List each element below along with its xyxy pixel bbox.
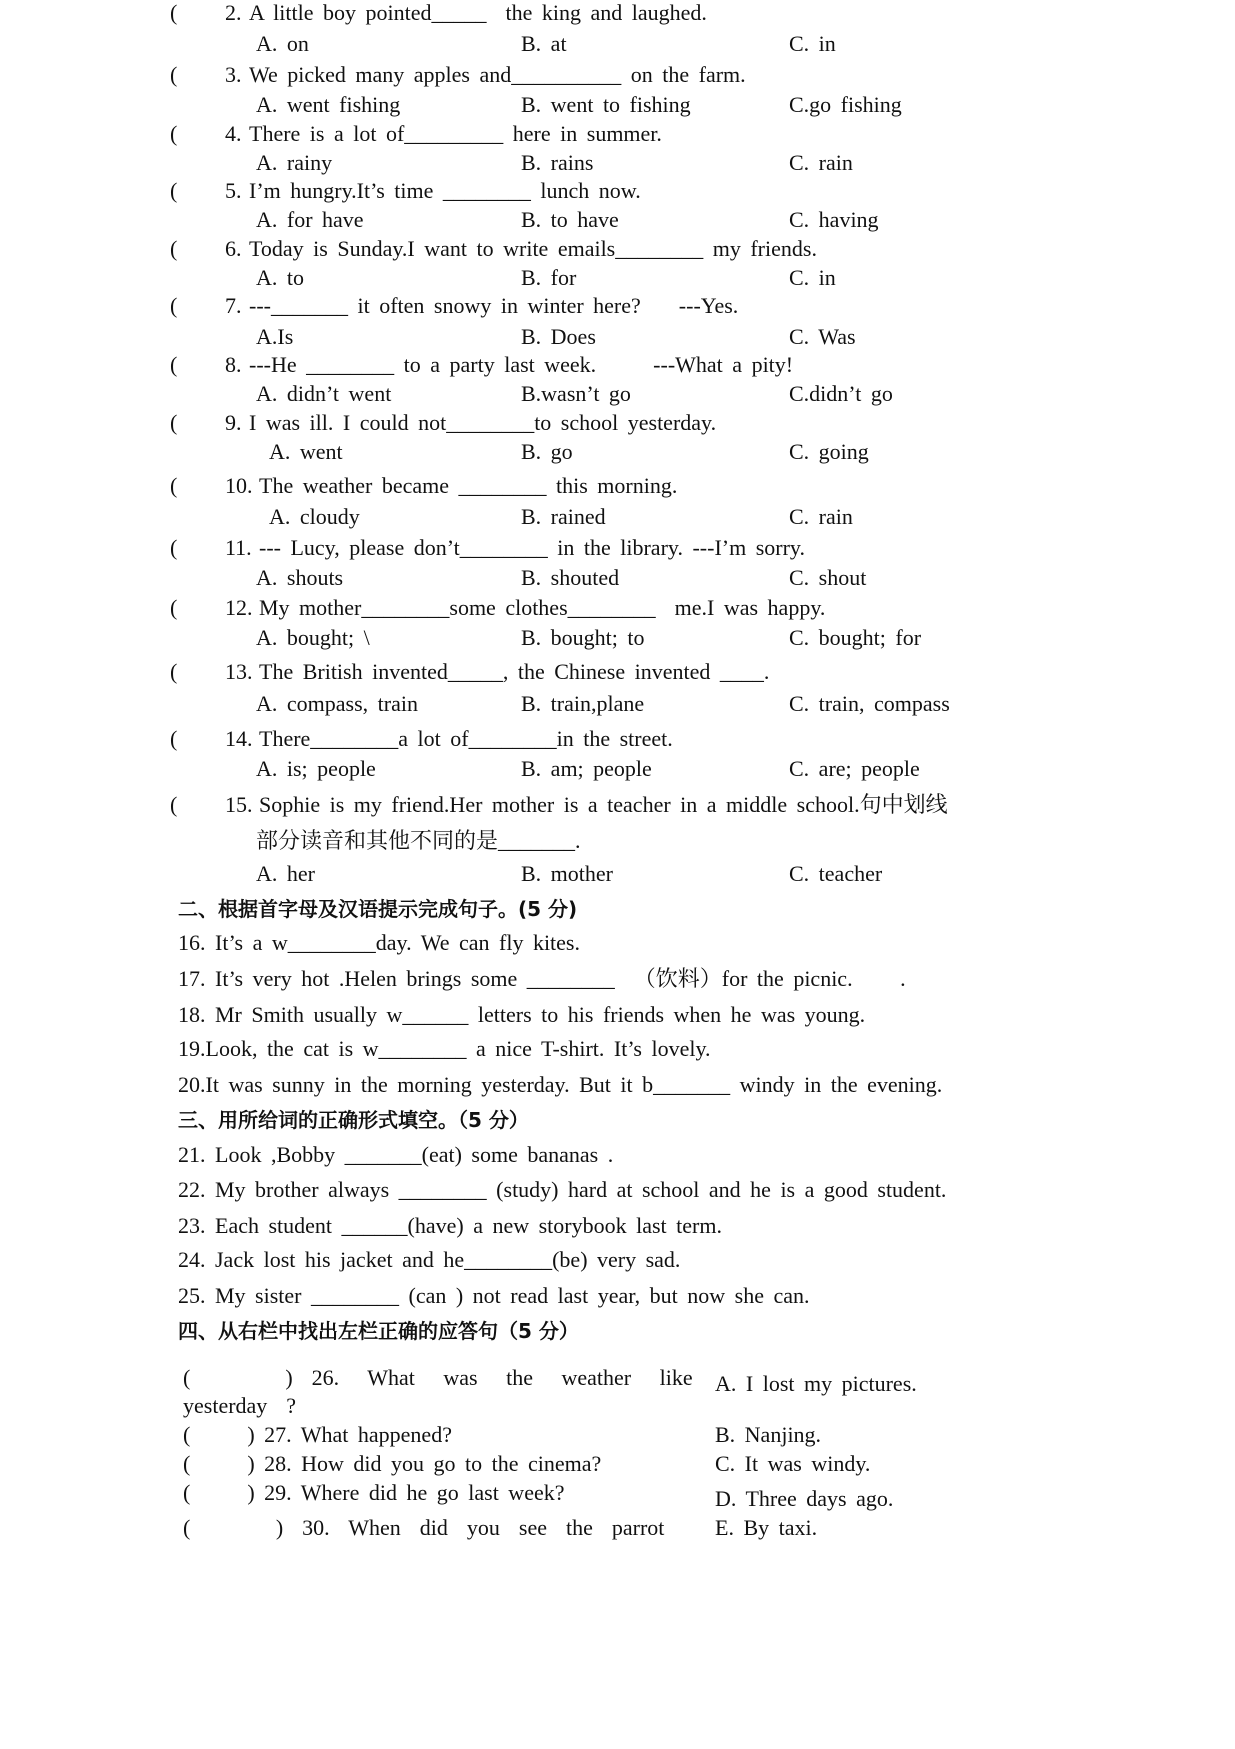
question-number: 3. — [225, 61, 242, 87]
question-number: 12. — [225, 594, 253, 620]
option-a: A. compass, train — [256, 690, 418, 716]
word-form-sentence: 21. Look ,Bobby _______(eat) some bananas . — [178, 1142, 614, 1168]
question-stem: There is a lot of_________ here in summer. — [249, 120, 662, 146]
option-a: A. on — [256, 30, 309, 56]
fill-sentence: 20.It was sunny in the morning yesterday. But it b_______ windy in the evening. — [178, 1072, 943, 1097]
option-c: C. going — [789, 438, 869, 464]
option-b: B. Does — [521, 323, 596, 349]
question-stem: We picked many apples and__________ on the farm. — [249, 61, 746, 87]
question-number: 13. — [225, 659, 253, 685]
option-b: B. to have — [521, 206, 619, 232]
question-number: 4. — [225, 120, 242, 146]
question-stem: I’m hungry.It’s time ________ lunch now. — [249, 177, 641, 203]
option-a: A. didn’t went — [256, 380, 392, 406]
question-stem: --- Lucy, please don’t________ in the library. ---I’m sorry. — [259, 534, 805, 560]
answer-blank-paren[interactable]: ( — [170, 534, 178, 560]
option-b: B. mother — [521, 861, 613, 887]
option-a: A. rainy — [256, 149, 333, 175]
question-number: 11. — [225, 534, 252, 560]
option-a: A. went — [269, 438, 343, 464]
option-b: B. bought; to — [521, 624, 645, 650]
option-c: C. train, compass — [789, 690, 950, 716]
option-b: B. rained — [521, 504, 606, 530]
option-a: A. shouts — [256, 564, 344, 590]
match-answer: C. It was windy. — [715, 1451, 871, 1477]
question-number: 6. — [225, 235, 242, 261]
fill-sentence: 19.Look, the cat is w________ a nice T-shirt. It’s lovely. — [178, 1036, 711, 1062]
option-c: C. are; people — [789, 756, 920, 782]
question-stem-cont: 部分读音和其他不同的是_______. — [256, 827, 581, 853]
match-answer: A. I lost my pictures. — [715, 1370, 917, 1396]
option-b: B. at — [521, 30, 567, 56]
option-c: C. shout — [789, 564, 867, 590]
question-number: 7. — [225, 292, 242, 318]
option-a: A. bought; \ — [256, 624, 370, 650]
option-b: B. shouted — [521, 564, 620, 590]
match-answer: D. Three days ago. — [715, 1485, 894, 1511]
answer-blank-paren[interactable]: ( — [170, 0, 178, 26]
question-number: 10. — [225, 473, 253, 499]
question-stem: The British invented_____, the Chinese invented ____. — [259, 659, 770, 685]
option-c: C.go fishing — [789, 91, 902, 117]
option-c: C. Was — [789, 323, 856, 349]
option-a: A. for have — [256, 206, 364, 232]
match-question: ( ) 30. When did you see the parrot — [183, 1514, 665, 1540]
option-c: C. bought; for — [789, 624, 922, 650]
match-question: ( ) 29. Where did he go last week? — [183, 1480, 565, 1506]
question-stem: Sophie is my friend.Her mother is a teacher in a middle school.句中划线 — [259, 792, 948, 818]
match-answer: E. By taxi. — [715, 1514, 818, 1540]
option-c: C.didn’t go — [789, 380, 893, 406]
option-c: C. having — [789, 206, 879, 232]
option-a: A.Is — [256, 323, 294, 349]
option-a: A. to — [256, 264, 304, 290]
question-stem: My mother________some clothes________ me.I was happy. — [259, 594, 826, 620]
word-form-sentence: 22. My brother always ________ (study) hard at school and he is a good student. — [178, 1176, 947, 1202]
option-a: A. cloudy — [269, 504, 360, 530]
answer-blank-paren[interactable]: ( — [170, 726, 178, 752]
question-stem: ---_______ it often snowy in winter here? ---Yes. — [249, 292, 739, 318]
answer-blank-paren[interactable]: ( — [170, 177, 178, 203]
answer-blank-paren[interactable]: ( — [170, 792, 178, 818]
option-c: C. rain — [789, 504, 853, 530]
answer-blank-paren[interactable]: ( — [170, 659, 178, 685]
section-2-heading: 二、根据首字母及汉语提示完成句子。(5 分) — [178, 896, 578, 921]
fill-sentence: 18. Mr Smith usually w______ letters to his friends when he was young. — [178, 1001, 866, 1027]
fill-sentence: 16. It’s a w________day. We can fly kites. — [178, 930, 580, 956]
option-a: A. went fishing — [256, 91, 401, 117]
fill-sentence: 17. It’s very hot .Helen brings some ________ （饮料）for the picnic. . — [178, 966, 906, 992]
option-c: C. in — [789, 264, 836, 290]
section-3-heading: 三、用所给词的正确形式填空。（5 分） — [178, 1107, 529, 1132]
question-number: 5. — [225, 177, 242, 203]
question-number: 2. — [225, 0, 242, 26]
question-stem: There________a lot of________in the street. — [259, 726, 673, 752]
question-number: 14. — [225, 726, 253, 752]
word-form-sentence: 24. Jack lost his jacket and he________(be) very sad. — [178, 1247, 681, 1273]
question-stem: The weather became ________ this morning. — [259, 473, 678, 499]
option-b: B. went to fishing — [521, 91, 691, 117]
answer-blank-paren[interactable]: ( — [170, 235, 178, 261]
option-b: B. train,plane — [521, 690, 645, 716]
option-c: C. in — [789, 30, 836, 56]
question-number: 9. — [225, 409, 242, 435]
answer-blank-paren[interactable]: ( — [170, 473, 178, 499]
answer-blank-paren[interactable]: ( — [170, 409, 178, 435]
option-a: A. her — [256, 861, 315, 887]
question-stem: A little boy pointed_____ the king and laughed. — [249, 0, 707, 26]
answer-blank-paren[interactable]: ( — [170, 61, 178, 87]
question-stem: Today is Sunday.I want to write emails________ my friends. — [249, 235, 817, 261]
match-question: yesterday ? — [183, 1393, 297, 1419]
word-form-sentence: 23. Each student ______(have) a new storybook last term. — [178, 1212, 722, 1238]
section-4-heading: 四、从右栏中找出左栏正确的应答句（5 分） — [178, 1319, 579, 1344]
option-b: B. go — [521, 438, 573, 464]
match-question: ( ) 28. How did you go to the cinema? — [183, 1451, 602, 1477]
match-answer: B. Nanjing. — [715, 1422, 822, 1448]
option-c: C. teacher — [789, 861, 883, 887]
question-stem: I was ill. I could not________to school yesterday. — [249, 409, 717, 435]
option-b: B. am; people — [521, 756, 652, 782]
match-question: ( ) 26. What was the weather like — [183, 1365, 693, 1391]
option-b: B. rains — [521, 149, 594, 175]
answer-blank-paren[interactable]: ( — [170, 120, 178, 146]
question-stem: ---He ________ to a party last week. ---What a pity! — [249, 351, 794, 377]
word-form-sentence: 25. My sister ________ (can ) not read last year, but now she can. — [178, 1282, 810, 1308]
answer-blank-paren[interactable]: ( — [170, 351, 178, 377]
answer-blank-paren[interactable]: ( — [170, 292, 178, 318]
match-question: ( ) 27. What happened? — [183, 1422, 452, 1448]
option-a: A. is; people — [256, 756, 376, 782]
question-number: 15. — [225, 792, 253, 818]
option-c: C. rain — [789, 149, 853, 175]
option-b: B.wasn’t go — [521, 380, 631, 406]
answer-blank-paren[interactable]: ( — [170, 594, 178, 620]
question-number: 8. — [225, 351, 242, 377]
option-b: B. for — [521, 264, 577, 290]
